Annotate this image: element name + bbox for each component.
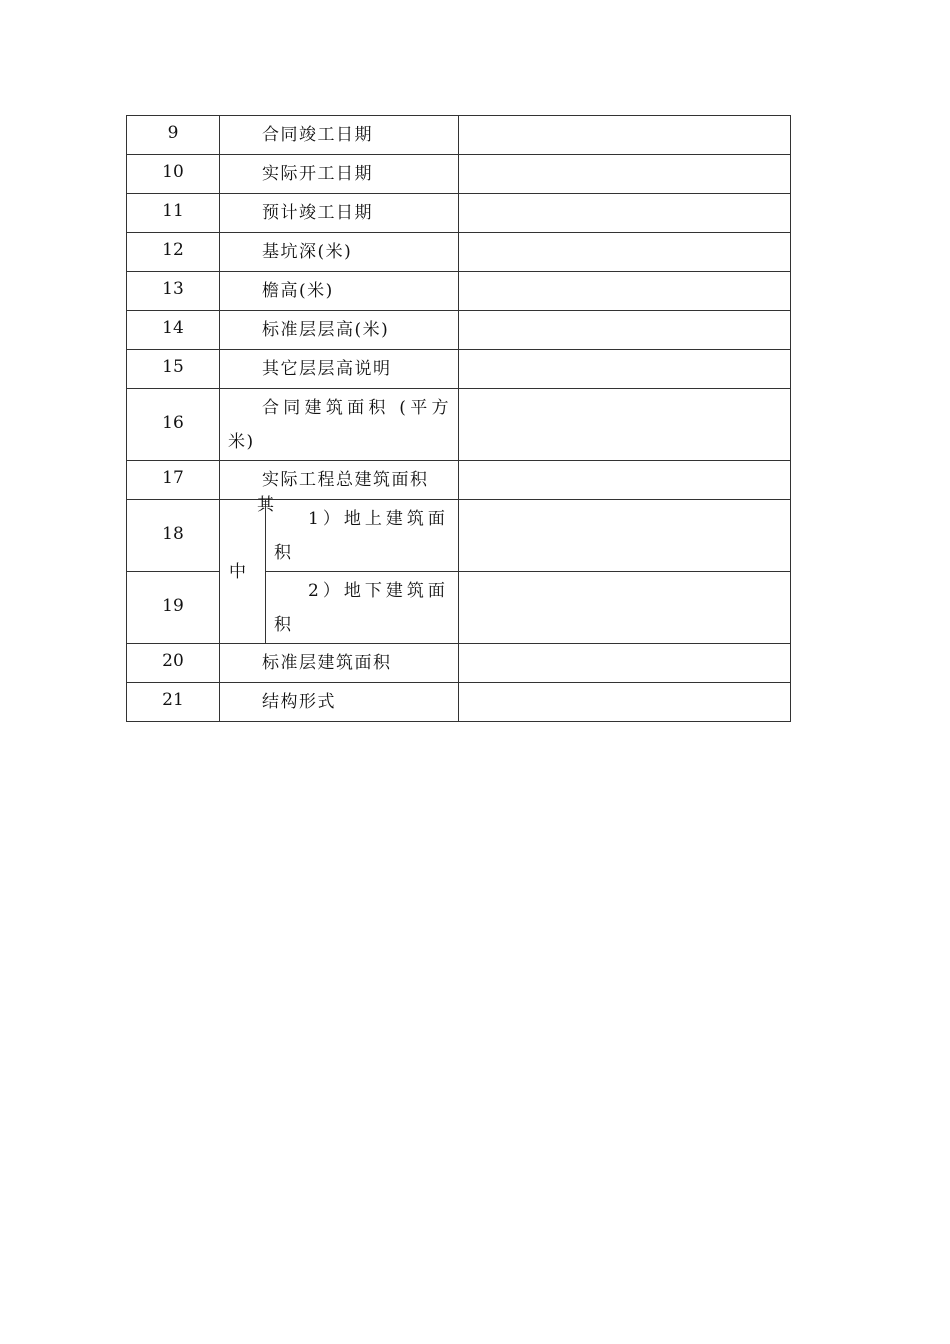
row-label: 基坑深(米) [220, 233, 459, 272]
row-label: 结构形式 [220, 683, 459, 722]
row-label: 2）地下建筑面积 [266, 572, 459, 644]
table-row [127, 233, 791, 272]
row-label: 檐高(米) [220, 272, 459, 311]
row-number: 18 [127, 500, 220, 572]
row-value[interactable] [459, 389, 791, 461]
row-number: 9 [127, 116, 220, 155]
row-number: 10 [127, 155, 220, 194]
row-label: 实际工程总建筑面积 [220, 461, 459, 500]
table-row [127, 350, 791, 389]
row-number: 13 [127, 272, 220, 311]
table-row [127, 500, 791, 572]
row-number: 12 [127, 233, 220, 272]
sub-group-head: 中 [220, 500, 266, 644]
table-row [127, 272, 791, 311]
row-label: 标准层建筑面积 [220, 644, 459, 683]
row-number: 21 [127, 683, 220, 722]
table-row [127, 389, 791, 461]
row-value[interactable] [459, 194, 791, 233]
row-value[interactable] [459, 272, 791, 311]
table-row [127, 644, 791, 683]
table-row [127, 116, 791, 155]
row-label: 预计竣工日期 [220, 194, 459, 233]
project-info-table [126, 115, 791, 722]
row-value[interactable] [459, 350, 791, 389]
row-number: 16 [127, 389, 220, 461]
row-value[interactable] [459, 500, 791, 572]
row-value[interactable] [459, 644, 791, 683]
table-row [127, 683, 791, 722]
row-number: 20 [127, 644, 220, 683]
row-value[interactable] [459, 311, 791, 350]
table-row [127, 311, 791, 350]
table-row [127, 155, 791, 194]
row-number: 17 [127, 461, 220, 500]
row-label: 标准层层高(米) [220, 311, 459, 350]
row-value[interactable] [459, 116, 791, 155]
row-label: 1）地上建筑面积 [266, 500, 459, 572]
row-label: 合同竣工日期 [220, 116, 459, 155]
row-value[interactable] [459, 683, 791, 722]
table-row [127, 194, 791, 233]
row-value[interactable] [459, 155, 791, 194]
row-value[interactable] [459, 461, 791, 500]
row-number: 11 [127, 194, 220, 233]
row-label: 实际开工日期 [220, 155, 459, 194]
row-label: 合同建筑面积 (平方米) [220, 389, 459, 461]
row-number: 14 [127, 311, 220, 350]
table-row [127, 461, 791, 500]
row-value[interactable] [459, 233, 791, 272]
row-label: 其它层层高说明 [220, 350, 459, 389]
row-number: 19 [127, 572, 220, 644]
sub-group-overlap-char: 其 [257, 495, 275, 515]
row-value[interactable] [459, 572, 791, 644]
row-number: 15 [127, 350, 220, 389]
